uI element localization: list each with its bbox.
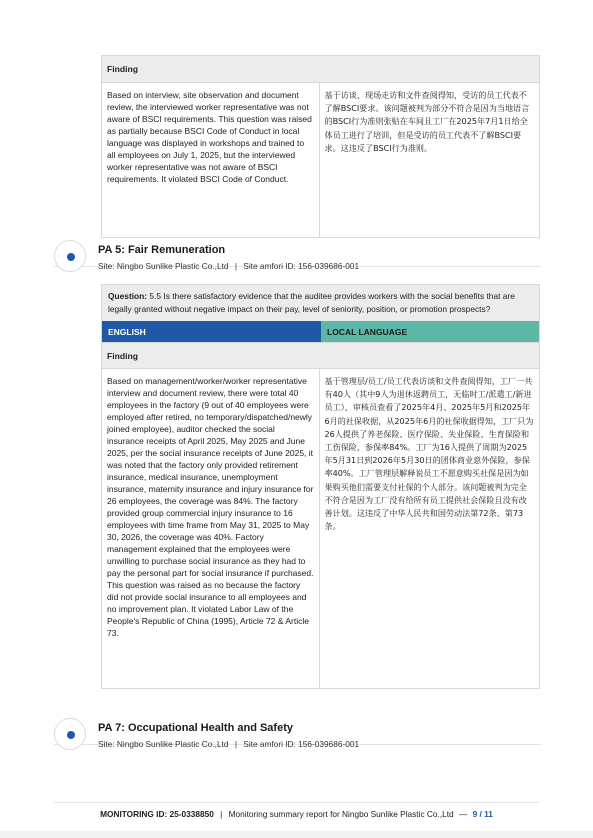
report-title: Monitoring summary report for Ningbo Sunlike Plastic Co.,Ltd — [228, 809, 454, 819]
finding-local: 基于访谈、现场走访和文件查阅得知，受访的员工代表不了解BSCI要求。该问题被判为部分不符合是因为当地语言的BSCI行为准则张贴在车间且工厂在2025年7月1日给全体员工进行了培训，但是受访的员工代表不了解BSCI要求。这违反了BSCI行为准则。 — [324, 90, 530, 153]
question-box — [102, 285, 539, 321]
finding-row — [102, 82, 539, 237]
finding-header: Finding — [102, 342, 539, 368]
site-name: Site: Ningbo Sunlike Plastic Co.,Ltd — [98, 739, 229, 749]
section-marker-icon — [54, 240, 86, 272]
finding-local: 基于管理层/员工/员工代表访谈和文件查阅得知，工厂一共有40人（其中9人为退休返聘员工，无临时工/派遣工/新进员工），审核员查看了2025年4月、2025年5月和2025年6月的社保收据，从2025年6月的社保收据得知，工厂只为26人提供了养老保险、医疗保险、失业保险、生育保险和工伤保险，参保率84%。工厂为16人提供了周期为2025年5月31日到2026年5月30日的团体商业意外保险，参保率40%。工厂管理层解释说员工不愿意购买社保是因为如果购买他们需要支付社保的个人部分。该问题被判为完全不符合是因为工厂没有给所有员工提供社会保险且没有改善计划。这违反了中华人民共和国劳动法第72条、第73条。 — [324, 376, 534, 532]
footer-separator: | — [220, 809, 223, 819]
pa5-site-line — [98, 261, 359, 271]
separator: | — [234, 261, 237, 271]
pa7-title: PA 7: Occupational Health and Safety — [98, 722, 293, 734]
footer-rule — [54, 802, 539, 803]
monitoring-id: MONITORING ID: 25-0338850 — [100, 809, 214, 819]
section-marker-icon — [54, 718, 86, 750]
col-local-language: LOCAL LANGUAGE — [321, 321, 539, 342]
language-header — [102, 321, 539, 342]
footer — [0, 809, 593, 819]
amfori-id: Site amfori ID: 156-039686-001 — [243, 261, 360, 271]
finding-row — [102, 368, 539, 688]
finding-table-prev — [101, 55, 540, 238]
question-text: 5.5 Is there satisfactory evidence that the auditee provides workers with the social benefits that are legally granted without negative impact on their pay, level of seniority, position, or promotion prospects? — [108, 291, 515, 314]
page-bottom-band — [0, 831, 593, 838]
question-label: Question: — [108, 291, 148, 301]
col-english: ENGLISH — [102, 321, 321, 342]
footer-dash: — — [458, 809, 468, 819]
pa5-title: PA 5: Fair Remuneration — [98, 244, 226, 256]
amfori-id: Site amfori ID: 156-039686-001 — [243, 739, 360, 749]
site-name: Site: Ningbo Sunlike Plastic Co.,Ltd — [98, 261, 229, 271]
page-number: 9 / 11 — [472, 809, 493, 819]
pa5-table — [101, 284, 540, 689]
finding-english: Based on interview, site observation and document review, the interviewed worker representative was not aware of BSCI requirements. This question was raised as partially because BSCI Code of Conduct in local language was displayed in workshops and trained to all employees on July 1, 2025, but the interviewed worker representative was not aware of BSCI requirements. It violated BSCI Code of Conduct. — [102, 83, 320, 237]
separator: | — [234, 739, 237, 749]
pa7-site-line — [98, 739, 359, 749]
finding-header: Finding — [102, 56, 539, 82]
finding-english: Based on management/worker/worker representative interview and document review, there were total 40 employees in the factory (9 out of 40 employees were employed after retired, no temporary/dispatched/newly joined employee), auditor checked the social insurance receipts of April 2025, May 2025 and June 2025, per the social insurance receipts of June 2025, it was noted that the factory only provided retirement insurance, medical insurance, unemployment insurance, maternity insurance and injury insurance for 26 employees, the coverage was 84%. The factory provided group commercial injury insurance to 16 employees with time frame from May 31, 2025 to May 30, 2026, the coverage was 40%. Factory management explained that the employees were unwilling to purchase social insurance as they had to pay the personal part for social insurance if purchased. This question was raised as no because the factory did not provide social insurance to all employees and no improvement plan. It violated Labor Law of the People's Republic of China (1995), Article 72 & Article 73. — [102, 369, 320, 688]
